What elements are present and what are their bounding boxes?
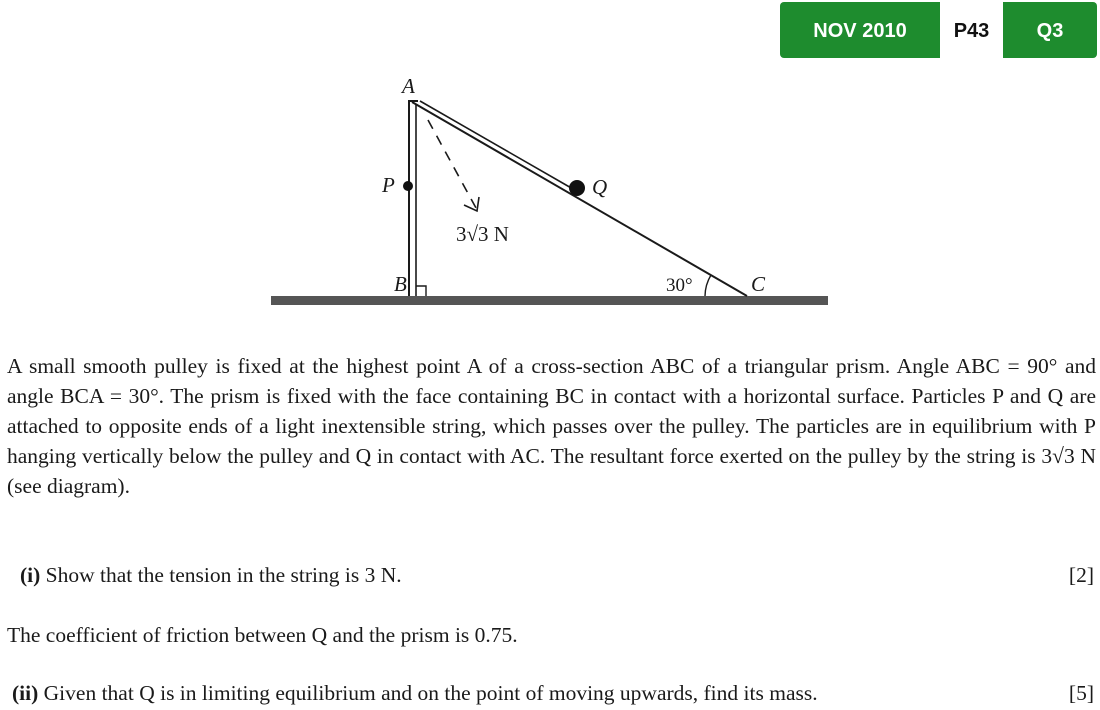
part-ii-marks: [5]	[1068, 681, 1094, 705]
angle-arc	[705, 275, 711, 296]
label-angle: 30°	[666, 275, 693, 296]
prism-diagram	[0, 60, 1100, 320]
friction-statement: The coefficient of friction between Q and the prism is 0.75.	[7, 623, 518, 647]
force-arrow	[428, 120, 476, 208]
part-i-text: Show that the tension in the string is 3 N.	[45, 563, 402, 587]
label-p: P	[382, 173, 395, 197]
question-label: Q3	[1036, 20, 1064, 42]
part-ii-text: Given that Q is in limiting equilibrium and on the point of moving upwards, find its mass.	[43, 681, 818, 705]
label-b: B	[394, 272, 407, 296]
right-angle-mark	[416, 286, 426, 296]
string-segment	[420, 101, 573, 189]
paper-label: P43	[940, 2, 1003, 58]
question-stem: A small smooth pulley is fixed at the highest point A of a cross-section ABC of a triangular prism. Angle ABC = 90° and angle BCA = 30°. The prism is fixed with the face containing BC in contact with a horizontal surface. Particles P and Q are attached to opposite ends of a light inextensible string, which passes over the pulley. The particles are in equilibrium with P hanging vertically below the pulley and Q in contact with AC. The resultant force exerted on the pulley by the string is 3√3 N (see diagram).	[7, 354, 1096, 498]
part-i-number: (i)	[20, 563, 41, 587]
label-c: C	[751, 272, 766, 296]
question-badge	[780, 2, 1097, 58]
particle-p	[403, 181, 413, 191]
ground-surface	[271, 296, 828, 305]
part-i-marks: [2]	[1068, 563, 1094, 587]
side-ac	[412, 102, 747, 296]
label-q: Q	[592, 175, 608, 199]
label-a: A	[402, 74, 415, 98]
part-ii-number: (ii)	[12, 681, 39, 705]
particle-q	[569, 180, 585, 196]
part-i	[20, 560, 402, 590]
part-ii	[12, 678, 818, 708]
label-force: 3√3 N	[456, 222, 509, 246]
session-label: NOV 2010	[813, 20, 907, 42]
